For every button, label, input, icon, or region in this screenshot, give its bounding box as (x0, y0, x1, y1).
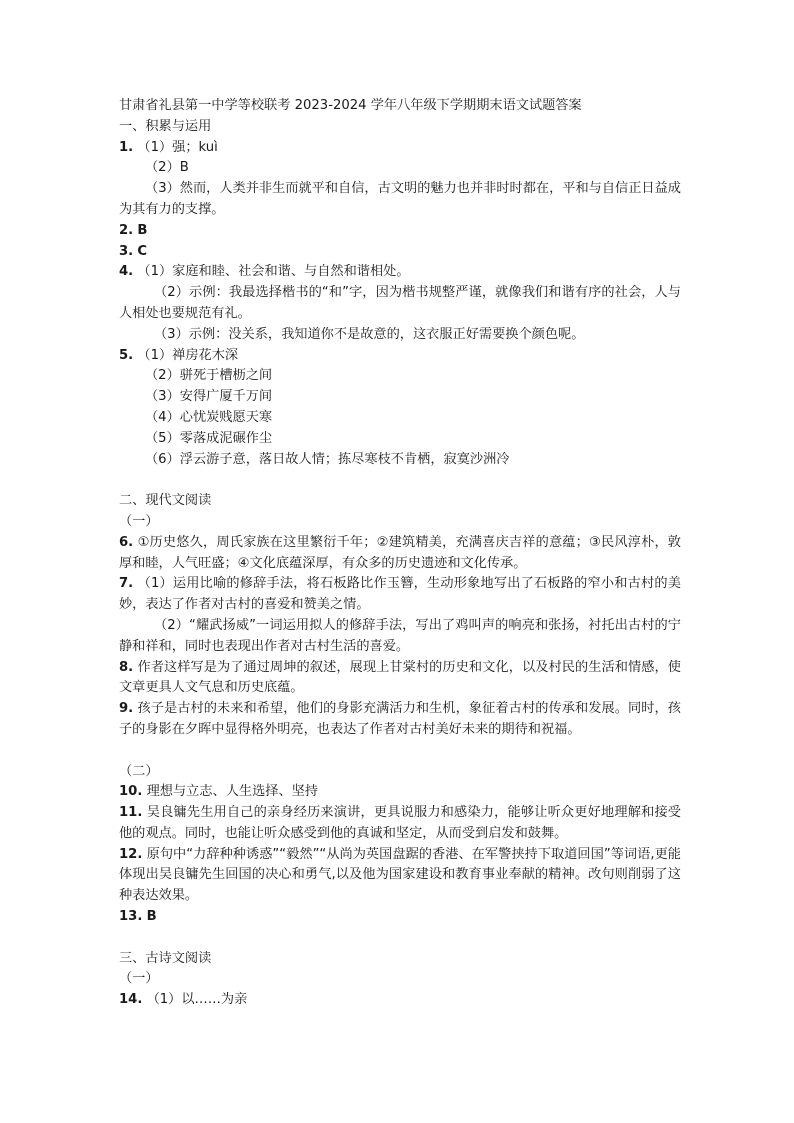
answer-text: B (146, 909, 157, 925)
question-13 (119, 907, 681, 928)
question-1 (119, 138, 681, 159)
answer-text: （1）强；kuì (137, 139, 218, 155)
answer-text: （3）示例：没关系，我知道你不是故意的，这衣服正好需要换个颜色呢。 (154, 326, 585, 342)
subsection-heading: （一） (119, 971, 159, 987)
answer-text: （1）家庭和睦、社会和谐、与自然和谐相处。 (137, 264, 410, 280)
question-7 (119, 574, 681, 616)
spacer (119, 741, 681, 762)
answer-text: （6）浮云游子意，落日故人情；拣尽寒枝不肯栖，寂寞沙洲冷 (145, 451, 510, 467)
spacer (119, 928, 681, 949)
question-number: 1. (119, 139, 134, 155)
question-number: 13. (119, 909, 143, 925)
question-number: 12. (119, 846, 143, 862)
question-5 (119, 346, 681, 367)
answer-text: （1）禅房花木深 (137, 347, 239, 363)
answer-text: （1）以……为亲 (146, 992, 248, 1008)
question-14 (119, 990, 681, 1011)
answer-text: 作者这样写是为了通过周坤的叙述，展现上甘棠村的历史和文化，以及村民的生活和情感，使文章更具人文气息和历史底蕴。 (119, 659, 681, 696)
answer-text: 原句中“力辞种种诱惑”“毅然”“从尚为英国盘踞的香港、在军警挟持下取道回国”等词语,更能体现出吴良镛先生回国的决心和勇气,以及他为国家建设和教育事业奉献的精神。改句则削弱了这种表达效果。 (119, 846, 681, 904)
answer-text: （5）零落成泥碾作尘 (145, 430, 273, 446)
question-number: 7. (119, 576, 134, 592)
question-8 (119, 658, 681, 700)
answer-text: （2）B (145, 160, 189, 176)
question-number: 3. (119, 243, 134, 259)
question-number: 5. (119, 347, 134, 363)
question-number: 10. (119, 784, 143, 800)
answer-text: 理想与立志、人生选择、坚持 (146, 784, 319, 800)
question-6 (119, 533, 681, 575)
subsection-heading: （一） (119, 513, 159, 529)
answer-text: （2）“耀武扬威”一词运用拟人的修辞手法，写出了鸡叫声的响亮和张扬，衬托出古村的宁静和祥和，同时也表现出作者对古村生活的喜爱。 (119, 617, 681, 654)
answer-text: （2）骈死于槽枥之间 (145, 368, 273, 384)
answer-text: C (137, 243, 148, 259)
answer-text: （2）示例：我最选择楷书的“和”字，因为楷书规整严谨，就像我们和谐有序的社会，人与人相处也要规范有礼。 (119, 285, 681, 321)
question-10 (119, 782, 681, 803)
answer-text: （3）然而，人类并非生而就平和自信，古文明的魅力也并非时时都在，平和与自信正日益成为其有力的支撑。 (119, 181, 681, 217)
question-number: 11. (119, 805, 143, 821)
question-number: 9. (119, 701, 134, 717)
subsection-heading: （二） (119, 763, 159, 779)
section-heading: 三、古诗文阅读 (119, 950, 212, 966)
answer-text: （4）心忧炭贱愿天寒 (145, 409, 273, 425)
question-number: 2. (119, 222, 134, 238)
document-title: 甘肃省礼县第一中学等校联考 2023-2024 学年八年级下学期期末语文试题答案 (119, 98, 582, 113)
section-heading: 二、现代文阅读 (119, 493, 212, 509)
answer-document (119, 96, 681, 1011)
question-number: 14. (119, 992, 143, 1008)
spacer (119, 470, 681, 491)
question-number: 8. (119, 659, 134, 675)
answer-text: 孩子是古村的未来和希望，他们的身影充满活力和生机，象征着古村的传承和发展。同时，孩子的身影在夕晖中显得格外明亮，也表达了作者对古村美好未来的期待和祝福。 (119, 701, 681, 737)
section-heading: 一、积累与运用 (119, 118, 212, 134)
answer-text: B (137, 222, 148, 238)
answer-text: ①历史悠久，周氏家族在这里繁衍千年；②建筑精美，充满喜庆吉祥的意蕴；③民风淳朴，敦厚和睦，人气旺盛；④文化底蕴深厚，有众多的历史遗迹和文化传承。 (119, 534, 681, 571)
question-11 (119, 803, 681, 845)
answer-text: （1）运用比喻的修辞手法，将石板路比作玉簪，生动形象地写出了石板路的窄小和古村的美妙，表达了作者对古村的喜爱和赞美之情。 (119, 576, 681, 613)
answer-text: （3）安得广厦千万间 (145, 389, 273, 405)
question-9 (119, 699, 681, 741)
question-number: 6. (119, 534, 134, 550)
question-number: 4. (119, 264, 134, 280)
question-12 (119, 845, 681, 907)
question-2 (119, 221, 681, 242)
question-3 (119, 242, 681, 263)
question-4 (119, 262, 681, 283)
answer-text: 吴良镛先生用自己的亲身经历来演讲，更具说服力和感染力，能够让听众更好地理解和接受他的观点。同时，也能让听众感受到他的真诚和坚定，从而受到启发和鼓舞。 (119, 805, 681, 841)
